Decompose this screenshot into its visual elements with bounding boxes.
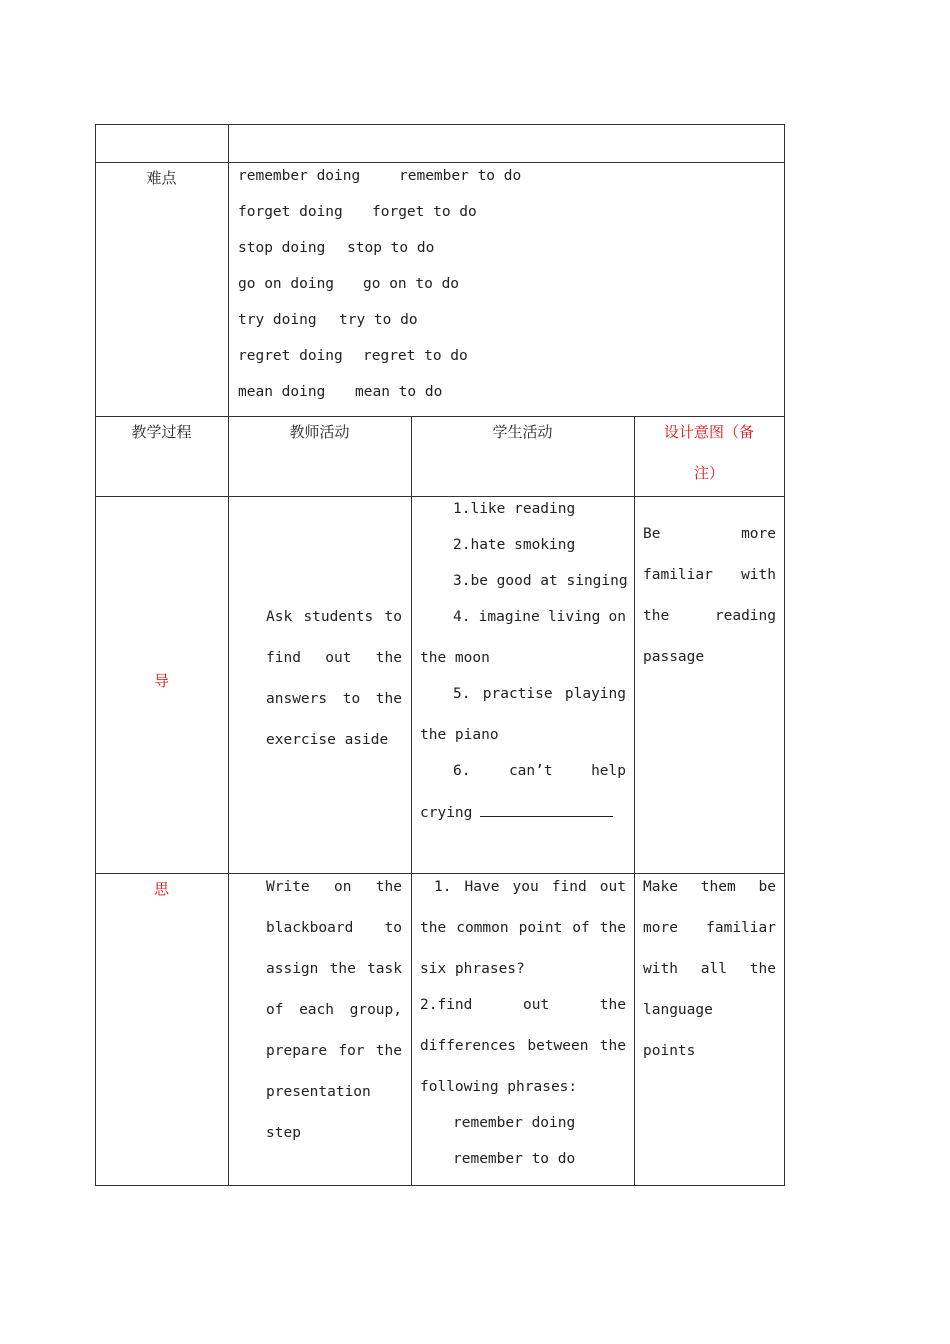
word: familiar: [706, 920, 776, 936]
phrase-doing: regret doing: [238, 348, 343, 364]
word: the: [375, 650, 402, 666]
word: 6.: [453, 763, 471, 779]
question-item: [420, 1038, 626, 1054]
header-design-intent: 设计意图（备: [663, 423, 754, 441]
word: find: [551, 879, 587, 895]
word: to: [384, 920, 402, 936]
word: the: [643, 608, 670, 624]
word: the: [599, 920, 626, 936]
word: the: [375, 879, 402, 895]
word: of: [266, 1002, 284, 1018]
exercise-item: 1.like reading: [453, 501, 576, 517]
table-border-left: [95, 124, 96, 1186]
word: reading: [714, 608, 776, 624]
header-teacher: 教师活动: [289, 423, 350, 441]
text-line: [266, 691, 402, 707]
text-line: [266, 650, 402, 666]
difficulty-phrases: [238, 168, 778, 408]
word: group,: [349, 1002, 402, 1018]
phrase-doing: stop doing: [238, 240, 326, 256]
word: on: [608, 609, 626, 625]
word: the: [599, 997, 626, 1013]
word: more: [741, 526, 776, 542]
text-line: [643, 567, 776, 583]
word: 5.: [453, 686, 471, 702]
exercise-item: crying: [420, 804, 613, 821]
row-divider-1: [95, 162, 785, 163]
word: Ask: [266, 609, 293, 625]
exercise-item: [453, 609, 626, 625]
col-divider-2: [411, 416, 412, 1186]
text-line: [266, 609, 402, 625]
word: can’t: [508, 763, 553, 779]
word: playing: [564, 686, 626, 702]
phrase-to-do: regret to do: [363, 348, 468, 364]
col-divider-1: [228, 124, 229, 1186]
word: prepare: [266, 1043, 328, 1059]
word: to: [384, 609, 402, 625]
phrase-to-do: stop to do: [347, 240, 435, 256]
text-line: [643, 526, 776, 542]
text-line: [643, 608, 776, 624]
table-border-right: [784, 124, 785, 1186]
word: the: [329, 961, 356, 977]
word: 1.: [434, 879, 452, 895]
row-divider-2: [95, 416, 785, 417]
word: you: [512, 879, 539, 895]
word: blackboard: [266, 920, 354, 936]
question-item: [420, 997, 626, 1013]
header-design-note: 注）: [693, 464, 724, 482]
word: between: [527, 1038, 589, 1054]
word: Write: [266, 879, 310, 895]
word: the: [599, 1038, 626, 1054]
word: familiar: [643, 567, 713, 583]
header-process: 教学过程: [131, 423, 192, 441]
word: each: [299, 1002, 334, 1018]
col-divider-3: [634, 416, 635, 1186]
phrase-doing: go on doing: [238, 276, 335, 292]
word: the: [420, 920, 447, 936]
exercise-item: 3.be good at singing: [453, 573, 628, 589]
phrase-to-do: try to do: [339, 312, 418, 328]
word: out: [522, 997, 550, 1013]
word: out: [325, 650, 352, 666]
table-border-top: [95, 124, 785, 125]
table-border-bottom: [95, 1185, 785, 1186]
word: task: [367, 961, 402, 977]
header-student: 学生活动: [492, 423, 553, 441]
answer-blank: [480, 804, 613, 817]
text-line: exercise aside: [266, 732, 389, 748]
exercise-item: [453, 686, 626, 702]
word: living: [547, 609, 601, 625]
phrase-example: remember to do: [453, 1151, 576, 1167]
phrase-to-do: remember to do: [399, 168, 522, 184]
word: 4.: [453, 609, 471, 625]
word: practise: [482, 686, 553, 702]
text-line: language: [643, 1002, 713, 1018]
stage-label: 导: [153, 672, 169, 690]
word: for: [338, 1043, 365, 1059]
text-line: [266, 920, 402, 936]
word: the: [375, 691, 402, 707]
word: to: [342, 691, 361, 707]
question-item: [434, 879, 626, 895]
word: point: [518, 920, 563, 936]
text-line: points: [643, 1043, 696, 1059]
word: Be: [643, 526, 661, 542]
word: Make: [643, 879, 678, 895]
word: find: [266, 650, 301, 666]
word: 2.find: [420, 997, 473, 1013]
text-line: [643, 920, 776, 936]
row-divider-3: [95, 496, 785, 497]
row-divider-4: [95, 873, 785, 874]
word: the: [749, 961, 776, 977]
word: out: [599, 879, 626, 895]
text-line: [266, 961, 402, 977]
exercise-item: the moon: [420, 650, 490, 666]
word: help: [591, 763, 626, 779]
text-line: presentation: [266, 1084, 371, 1100]
word: students: [303, 609, 374, 625]
text-line: passage: [643, 649, 705, 665]
difficulty-label: 难点: [146, 169, 177, 187]
question-item: following phrases:: [420, 1079, 578, 1095]
word: with: [643, 961, 678, 977]
word: common: [456, 920, 509, 936]
text-line: [266, 1043, 402, 1059]
word: answers: [266, 691, 328, 707]
phrase-doing: mean doing: [238, 384, 326, 400]
phrase-to-do: go on to do: [363, 276, 460, 292]
text-line: [643, 961, 776, 977]
word: imagine: [478, 609, 540, 625]
word: on: [333, 879, 352, 895]
word: with: [741, 567, 776, 583]
text-line: step: [266, 1125, 301, 1141]
text-line: [266, 879, 402, 895]
word: of: [572, 920, 590, 936]
word: assign: [266, 961, 319, 977]
exercise-item: 2.hate smoking: [453, 537, 576, 553]
word: be: [758, 879, 776, 895]
stage-label: 思: [153, 880, 169, 898]
word: more: [643, 920, 678, 936]
word: differences: [420, 1038, 517, 1054]
exercise-item: the piano: [420, 727, 499, 743]
phrase-doing: remember doing: [238, 168, 361, 184]
text-line: [266, 1002, 402, 1018]
exercise-item: [453, 763, 626, 779]
phrase-to-do: mean to do: [355, 384, 443, 400]
question-item: six phrases?: [420, 961, 525, 977]
phrase-example: remember doing: [453, 1115, 576, 1131]
phrase-doing: try doing: [238, 312, 317, 328]
word: them: [700, 879, 736, 895]
text-line: [643, 879, 776, 895]
word: Have: [464, 879, 500, 895]
phrase-to-do: forget to do: [372, 204, 477, 220]
phrase-doing: forget doing: [238, 204, 343, 220]
question-item: [420, 920, 626, 936]
word: the: [375, 1043, 402, 1059]
word: all: [700, 961, 727, 977]
